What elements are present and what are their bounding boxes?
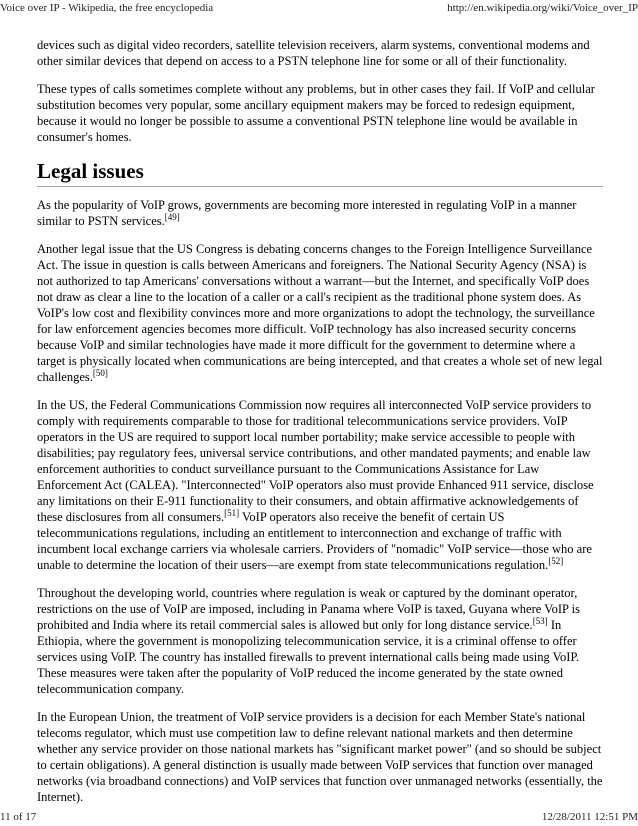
- paragraph-text: As the popularity of VoIP grows, governments are becoming more interested in regulating VoIP in a manner similar to PSTN services.: [37, 198, 577, 228]
- reference-link[interactable]: [49]: [164, 211, 180, 222]
- paragraph-text: Another legal issue that the US Congress is debating concerns changes to the Foreign Intelligence Surveillance Act. The issue in question is calls between Americans and foreigners. The National Security Agency (NSA) is not authorized to tap Americans' conversations without a warrant—but the Internet, and specifically VoIP does not draw as clear a line to the location of a caller or a call's recipient as the traditional phone system does. As VoIP's low cost and flexibility convinces more and more organizations to adopt the technology, the surveillance for law enforcement agencies becomes more difficult. VoIP technology has also increased security concerns because VoIP and similar technologies have made it more difficult for the government to determine where a target is physically located when communications are being intercepted, and that creates a whole set of new legal challenges.: [37, 242, 603, 384]
- paragraph-european-union: In the European Union, the treatment of VoIP service providers is a decision for each Member State's national telecoms regulator, which must use competition law to define relevant national markets and then determine whether any service provider on those national markets has "significant market power" (and so should be subject to certain obligations). A general distinction is usually made between VoIP services that function over managed networks (via broadband connections) and VoIP services that function over unmanaged networks (essentially, the Internet).: [37, 710, 603, 804]
- print-footer: [0, 810, 638, 824]
- paragraph-developing-world: [37, 585, 603, 697]
- reference-link[interactable]: [53]: [532, 615, 548, 626]
- paragraph-text: In Ethiopia, where the government is monopolizing telecommunication service, it is a criminal offense to offer services using VoIP. The country has installed firewalls to prevent international calls being made using VoIP. These measures were taken after the popularity of VoIP reduced the income generated by the state owned telecommunication company.: [37, 618, 580, 696]
- reference-link[interactable]: [51]: [224, 507, 240, 518]
- page-title: Voice over IP - Wikipedia, the free encyclopedia: [0, 2, 214, 14]
- section-heading-legal-issues: Legal issues: [37, 159, 603, 187]
- page-number: 11 of 17: [0, 811, 37, 823]
- paragraph-fisa: [37, 241, 603, 385]
- paragraph-regulation-popularity: [37, 197, 603, 229]
- print-datetime: 12/28/2011 12:51 PM: [541, 811, 638, 823]
- print-header: [0, 1, 638, 15]
- paragraph-text: In the US, the Federal Communications Commission now requires all interconnected VoIP service providers to comply with requirements comparable to those for traditional telecommunications service providers. VoIP operators in the US are required to support local number portability; make service accessible to people with disabilities; pay regulatory fees, universal service contributions, and other mandated payments; and enable law enforcement authorities to conduct surveillance pursuant to the Communications Assistance for Law Enforcement Act (CALEA). "Interconnected" VoIP operators also must provide Enhanced 911 service, disclose any limitations on their E-911 functionality to their consumers, and obtain affirmative acknowledgements of these disclosures from all consumers.: [37, 398, 594, 524]
- article-body: [37, 37, 603, 817]
- paragraph-devices: devices such as digital video recorders, satellite television receivers, alarm systems, conventional modems and other similar devices that depend on access to a PSTN telephone line for some or all of their functionality.: [37, 38, 590, 68]
- paragraph-text: Throughout the developing world, countries where regulation is weak or captured by the dominant operator, restrictions on the use of VoIP are imposed, including in Panama where VoIP is taxed, Guyana where VoIP is prohibited and India where its retail commercial sales is allowed but only for long distance service.: [37, 586, 580, 632]
- reference-link[interactable]: [50]: [92, 367, 108, 378]
- paragraph-call-failures: These types of calls sometimes complete without any problems, but in other cases they fail. If VoIP and cellular substitution becomes very popular, some ancillary equipment makers may be forced to redesign equipment, because it would no longer be possible to assume a conventional PSTN telephone line would be available in consumer's homes.: [37, 82, 595, 144]
- paragraph-fcc: [37, 397, 603, 573]
- reference-link[interactable]: [52]: [548, 555, 564, 566]
- paragraph-text: VoIP operators also receive the benefit of certain US telecommunications regulations, including an entitlement to interconnection and exchange of traffic with incumbent local exchange carriers via wholesale carriers. Providers of "nomadic" VoIP service—those who are unable to determine the location of their users—are exempt from state telecommunications regulation.: [37, 510, 592, 572]
- page-url: http://en.wikipedia.org/wiki/Voice_over_IP: [447, 2, 638, 14]
